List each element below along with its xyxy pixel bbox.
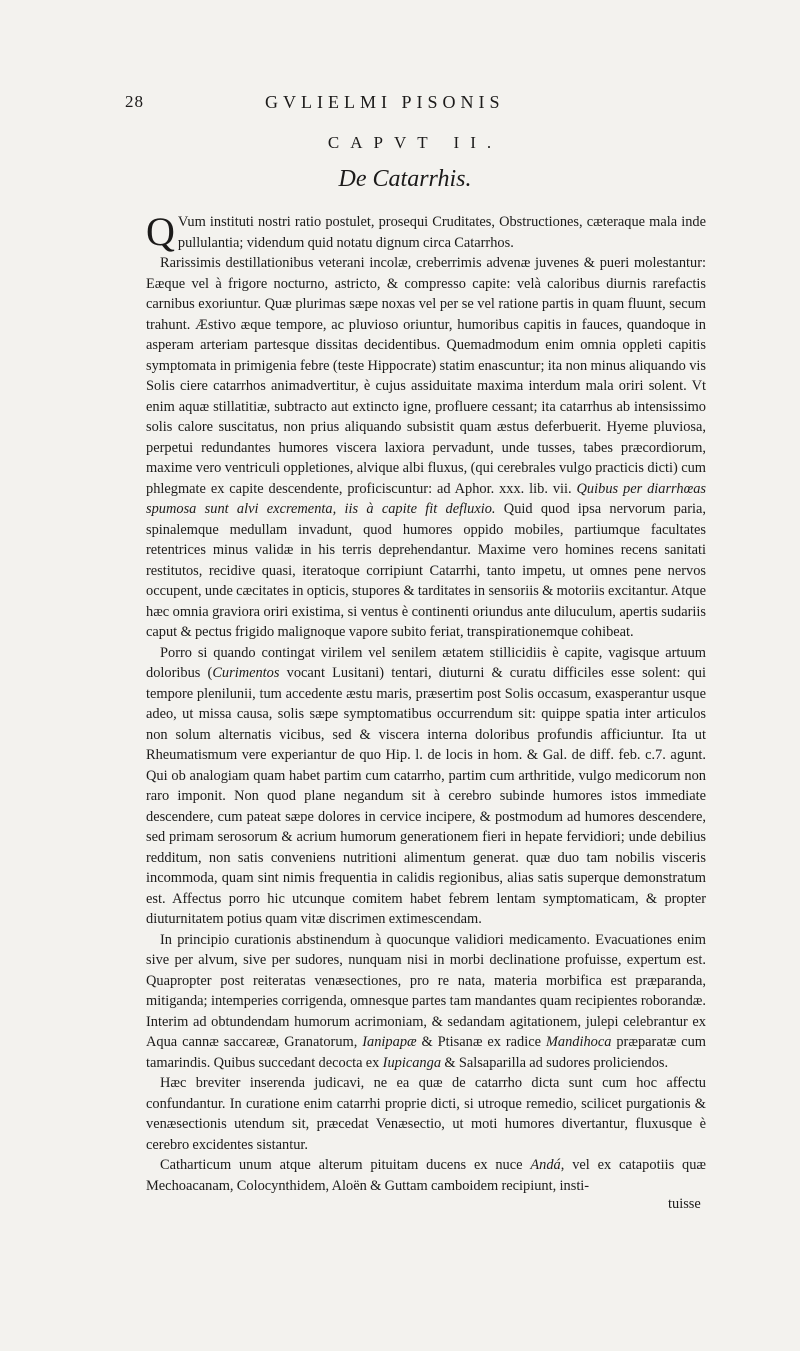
running-head: GVLIELMI PISONIS — [265, 92, 505, 112]
paragraph-2 — [146, 253, 706, 643]
paragraph-3 — [146, 643, 706, 930]
paragraph-6 — [146, 1155, 706, 1196]
paragraph-text: Catharticum unum atque alterum pituitam ducens ex nuce — [160, 1157, 531, 1173]
italic-term: Andá — [530, 1157, 561, 1173]
body-text — [146, 209, 706, 1196]
catchword: tuisse — [668, 1196, 701, 1212]
aphorism-quote: Quibus per diarrhœas spumosa sunt alvi excrementa, iis à capite fit defluxio. — [146, 480, 706, 517]
paragraph-text: & Salsaparilla ad sudores proliciendos. — [441, 1054, 669, 1071]
italic-term: Curimentos — [212, 665, 280, 681]
chapter-heading: CAPVT II. — [327, 133, 503, 152]
paragraph-text: & Ptisanæ ex radice — [416, 1034, 546, 1050]
paragraph-1 — [146, 209, 706, 254]
chapter-title: De Catarrhis. — [338, 166, 472, 192]
paragraph-text: Vum instituti nostri ratio postulet, prosequi Cruditates, Obstructiones, cæteraque mala inde pullulantia; videndum quid notatu dignum circa Catarrhos. — [177, 214, 706, 251]
italic-term: Iupicanga — [382, 1054, 442, 1071]
paragraph-text: Porro si quando contingat virilem vel senilem ætatem stillicidiis è capite, vagisque artuum doloribus ( — [146, 644, 706, 681]
paragraph-text: In principio curationis abstinendum à quocunque validiori medicamento. Evacuationes enim sive per alvum, sive per sudores, nunquam nisi in morbi declinatione profuisse, expertum est. Quapropter post reiteratas venæsectiones, pro re nata, materia morbifica est præparanda, mitiganda; intemperies corrigenda, omnesque partes tam mandantes quam recipientes roborandæ. Interim ad obtundendam humorum acrimoniam, & sedandam agitationem, julepi celebrantur ex Aqua cannæ saccareæ, Granatorum, — [146, 931, 706, 1050]
paragraph-text: , vel ex catapotiis quæ Mechoacanam, Colocynthidem, Aloën & Guttam camboidem recipiunt, insti- — [146, 1157, 706, 1194]
paragraph-text: præparatæ cum tamarindis. Quibus succedant decocta ex — [146, 1034, 706, 1071]
drop-cap: Q — [146, 209, 175, 254]
paragraph-text: Quid quod ipsa nervorum paria, spinalemque medullam invadunt, quod humores oppido mobiles, partiumque facultates retentrices minus validæ in his terris deprehendantur. Maxime vero homines recens sanitati restitutos, recidive quasi, iteratoque corripiunt Catarrhi, tanto impetu, ut omnes pene nervos occupent, unde cæcitates in opticis, stupores & tarditates in sensoriis & motoriis excitantur. Atque hæc omnia graviora oriri existima, si ventus è continenti oriundus ante diluculum, apertis sudariis caput & pectus frigido malignoque vapore subito feriat, transpirationemque cohibeat. — [146, 501, 706, 640]
paragraph-text: Hæc breviter inserenda judicavi, ne ea quæ de catarrho dicta sunt cum hoc affectu confundantur. In curatione enim catarrhi proprie dicti, si utroque remedio, scilicet purgationis & venæsectionis utendum sit, præcedat Venæsectio, ut moti humores divertantur, fluxusque è cerebro excidentes sistantur. — [146, 1075, 706, 1153]
paragraph-5 — [146, 1073, 706, 1155]
paragraph-text: Rarissimis destillationibus veterani incolæ, creberrimis advenæ juvenes & pueri molestantur: Eæque vel à frigore nocturno, astricto, & compresso capite: velà caloribus diurnis rarefactis carnibus exoriuntur. Quæ plurimas sæpe noxas vel per se vel ratione partis in quam fluunt, secum trahunt. Æstivo æque tempore, ac pluvioso oriuntur, humoribus capitis in fauces, quandoque in asperam arteriam partesque dissitas decidentibus. Quemadmodum enim omnia oppleti capitis symptomata in primigenia febre (teste Hippocrate) statim enascuntur; ita non minus aliquando vis Solis ciere catarrhos animadvertitur, è cujus assiduitate maxima interdum mala oriri solent. Vt enim aquæ stillatitiæ, subtracto aut extincto igne, profluere cessant; ita catarrhus ab intensissimo solis calore suscitatus, non prius aliquando subsistit quam æstus deferbuerit. Hyeme pluviosa, perpetui redundantes humores viscera laxiora pervadunt, unde tusses, tabes præcordiorum, maxime vero ventriculi oppletiones, alvique albi fluxus, (qui cerebrales vulgo practicis dicti) cum phlegmate ex capite descendente, proficiscuntur: ad Aphor. xxx. lib. vii. — [146, 255, 706, 497]
italic-term: Ianipapæ — [362, 1034, 417, 1050]
paragraph-text: vocant Lusitani) tentari, diuturni & curatu difficiles esse solent: qui tempore plenilunii, tum accedente æstu maris, præsertim post Solis occasum, exasperantur usque adeo, ut missa causa, solis sæpe symptomatibus occurrendum sit: quippe spatia inter articulos non solum alternatis vicibus, sed & viscera interna doloribus profundis afficiuntur. Ita ut Rheumatismum vere experiantur de quo Hip. l. de locis in hom. & Gal. de diff. feb. c.7. agunt. Qui ob analogiam quam habet partim cum catarrho, partim cum arthritide, vulgo medicorum non raro imponit. Non quod plane negandum sit à cerebro subinde humores istos immediate descendere, cum pateat sæpe dolores in cervice incipere, & postmodum ad humores descendere, sed primam serosorum & acrium humorum generationem fieri in hepate fervidiori; unde debilius redditum, non satis conveniens nutritioni alimentum generat. quæ duo tam nobilis visceris incommoda, quam sint nimis frequentia in calidis regionibus, alias satis superque demonstratum est. Affectus porro hic utcunque comitem habet febrem lentam symptomaticam, & propter diuturnitatem potius quam vitæ discrimen extimescendam. — [146, 665, 706, 927]
italic-term: Mandihoca — [545, 1034, 612, 1050]
paragraph-4 — [146, 930, 706, 1074]
page-number: 28 — [125, 92, 144, 111]
page-header — [125, 92, 715, 116]
